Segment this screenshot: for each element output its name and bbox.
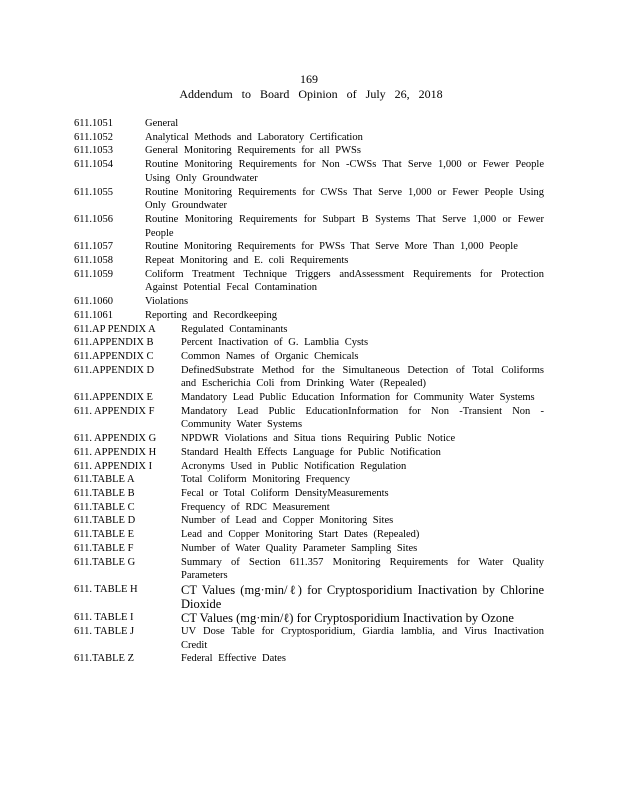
section-title: Routine Monitoring Requirements for CWSs That Serve 1,000 or Fewer People Using Only Groundwater xyxy=(145,186,544,212)
section-title: Analytical Methods and Laboratory Certification xyxy=(145,131,363,143)
toc-row xyxy=(74,501,544,515)
toc-row xyxy=(74,268,544,295)
section-number: 611.1060 xyxy=(74,296,113,308)
section-title: Regulated Contaminants xyxy=(181,323,288,335)
page-number: 169 xyxy=(300,72,318,86)
table-number: 611.TABLE Z xyxy=(74,653,135,665)
table-number: 611.TABLE D xyxy=(74,515,136,527)
section-title: Fecal or Total Coliform DensityMeasurements xyxy=(181,487,389,499)
appendix-number: 611.APPENDIX D xyxy=(74,364,155,376)
section-title: Violations xyxy=(145,296,189,308)
section-title: General xyxy=(145,118,179,129)
section-title: Coliform Treatment Technique Triggers andAssessment Requirements for Protection Against Potential Fecal Contamination xyxy=(145,268,544,294)
section-title: Lead and Copper Monitoring Start Dates (Repealed) xyxy=(181,529,420,541)
section-title: Number of Water Quality Parameter Sampling Sites xyxy=(181,542,418,554)
toc-row xyxy=(74,336,544,350)
toc-row xyxy=(74,254,544,268)
appendix-number: 611.APPENDIX E xyxy=(74,392,153,404)
appendix-number: 611. APPENDIX G xyxy=(74,433,157,445)
toc-row xyxy=(74,446,544,460)
table-number: 611. TABLE H xyxy=(74,583,138,595)
table-number: 611.TABLE E xyxy=(74,529,135,541)
appendix-number: 611.APPENDIX C xyxy=(74,350,154,362)
section-title: Common Names of Organic Chemicals xyxy=(181,350,359,362)
section-number: 611.1051 xyxy=(74,118,113,129)
appendix-number: 611. APPENDIX F xyxy=(74,405,155,417)
toc-row xyxy=(74,405,544,432)
section-title: CT Values (mg·min/ℓ) for Cryptosporidium Inactivation by Ozone xyxy=(181,610,514,625)
section-number: 611.1052 xyxy=(74,131,113,143)
toc-row xyxy=(74,583,544,611)
toc-row xyxy=(74,240,544,254)
section-title: DefinedSubstrate Method for the Simultaneous Detection of Total Coliforms and Escherichia Coli from Drinking Water (Repealed) xyxy=(181,364,544,390)
toc-row xyxy=(74,391,544,405)
table-number: 611. TABLE J xyxy=(74,625,135,637)
section-title: Percent Inactivation of G. Lamblia Cysts xyxy=(181,337,369,349)
table-of-contents xyxy=(74,117,544,666)
toc-row xyxy=(74,542,544,556)
appendix-number: 611. APPENDIX I xyxy=(74,460,153,472)
section-number: 611.1059 xyxy=(74,268,113,280)
toc-row xyxy=(74,364,544,391)
section-title: Acronyms Used in Public Notification Regulation xyxy=(181,460,407,472)
toc-row xyxy=(74,556,544,583)
table-number: 611. TABLE I xyxy=(74,611,134,623)
toc-row xyxy=(74,473,544,487)
toc-row xyxy=(74,350,544,364)
section-title: Mandatory Lead Public Education Information for Community Water Systems xyxy=(181,392,535,404)
section-title: Reporting and Recordkeeping xyxy=(145,309,277,321)
section-title: Standard Health Effects Language for Public Notification xyxy=(181,446,441,458)
section-number: 611.1053 xyxy=(74,145,113,157)
toc-row xyxy=(74,528,544,542)
section-title: Total Coliform Monitoring Frequency xyxy=(181,474,350,486)
appendix-number: 611.APPENDIX B xyxy=(74,337,154,349)
section-number: 611.1054 xyxy=(74,159,113,171)
toc-row xyxy=(74,487,544,501)
page-header: Addendum to Board Opinion of July 26, 2018 xyxy=(179,87,443,101)
table-number: 611.TABLE C xyxy=(74,501,135,513)
section-title: Routine Monitoring Requirements for PWSs That Serve More Than 1,000 People xyxy=(145,241,518,253)
toc-row xyxy=(74,611,544,625)
section-number: 611.1055 xyxy=(74,186,113,198)
toc-row xyxy=(74,460,544,474)
section-title: Federal Effective Dates xyxy=(181,653,286,665)
toc-row xyxy=(74,186,544,213)
toc-row xyxy=(74,514,544,528)
toc-row xyxy=(74,295,544,309)
section-title: UV Dose Table for Cryptosporidium, Giardia lamblia, and Virus Inactivation Credit xyxy=(181,625,544,651)
section-title: Frequency of RDC Measurement xyxy=(181,501,330,513)
section-title: NPDWR Violations and Situa tions Requiring Public Notice xyxy=(181,433,456,445)
toc-row xyxy=(74,117,544,131)
section-title: General Monitoring Requirements for all PWSs xyxy=(145,145,361,157)
section-title: Summary of Section 611.357 Monitoring Requirements for Water Quality Parameters xyxy=(181,556,544,582)
section-title: Mandatory Lead Public EducationInformation for Non -Transient Non - Community Water Systems xyxy=(181,405,544,431)
appendix-number: 611.AP PENDIX A xyxy=(74,323,156,335)
section-title: Routine Monitoring Requirements for Subpart B Systems That Serve 1,000 or Fewer People xyxy=(145,213,544,239)
toc-row xyxy=(74,158,544,185)
section-title: Routine Monitoring Requirements for Non -CWSs That Serve 1,000 or Fewer People Using Only Groundwater xyxy=(145,159,544,184)
toc-row xyxy=(74,144,544,158)
table-number: 611.TABLE B xyxy=(74,487,135,499)
section-number: 611.1058 xyxy=(74,255,113,267)
toc-row xyxy=(74,625,544,652)
toc-row xyxy=(74,652,544,666)
table-number: 611.TABLE G xyxy=(74,556,136,568)
toc-row xyxy=(74,309,544,323)
section-number: 611.1057 xyxy=(74,241,113,253)
section-title: Number of Lead and Copper Monitoring Sites xyxy=(181,515,394,527)
section-title: CT Values (mg·min/ℓ) for Cryptosporidium Inactivation by Chlorine Dioxide xyxy=(181,582,544,611)
section-number: 611.1056 xyxy=(74,213,113,225)
table-number: 611.TABLE F xyxy=(74,542,134,554)
toc-row xyxy=(74,432,544,446)
section-number: 611.1061 xyxy=(74,309,113,321)
table-number: 611.TABLE A xyxy=(74,474,135,486)
section-title: Repeat Monitoring and E. coli Requirements xyxy=(145,255,349,267)
toc-row xyxy=(74,131,544,145)
toc-row xyxy=(74,323,544,337)
toc-row xyxy=(74,213,544,240)
appendix-number: 611. APPENDIX H xyxy=(74,446,157,458)
